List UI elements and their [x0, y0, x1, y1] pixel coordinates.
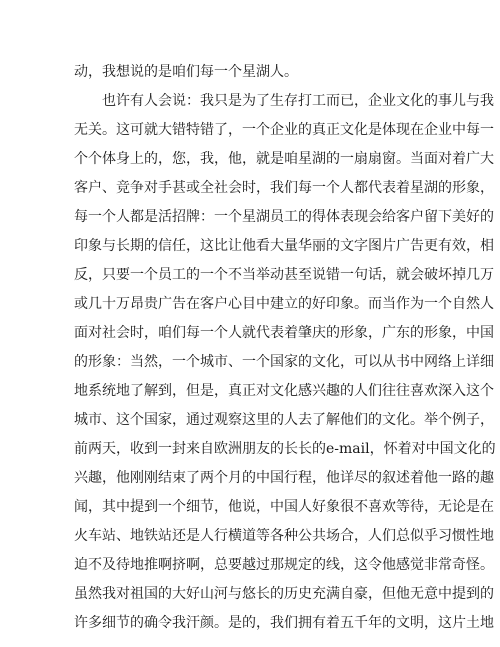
text-line: 的形象：当然，一个城市、一个国家的文化，可以从书中网络上详细 [74, 354, 494, 370]
text-line: 印象与长期的信任，这比让他看大量华丽的文字图片广告更有效，相 [74, 238, 494, 254]
text-line: 许多细节的确令我汗颜。是的，我们拥有着五千年的文明，这片土地 [74, 615, 494, 631]
text-line: 个个体身上的，您，我，他，就是咱星湖的一扇扇窗。当面对着广大 [74, 151, 494, 167]
text-line: 闻，其中提到一个细节，他说，中国人好象很不喜欢等待，无论是在 [74, 499, 494, 515]
text-line: 每一个人都是活招牌：一个星湖员工的得体表现会给客户留下美好的 [74, 209, 494, 225]
text-line: 面对社会时，咱们每一个人就代表着肇庆的形象，广东的形象，中国 [74, 325, 494, 341]
text-line: 虽然我对祖国的大好山河与悠长的历史充满自豪，但他无意中提到的 [74, 586, 494, 602]
text-line: 地系统地了解到，但是，真正对文化感兴趣的人们往往喜欢深入这个 [74, 383, 494, 399]
text-line: 兴趣，他刚刚结束了两个月的中国行程，他详尽的叙述着他一路的趣 [74, 470, 494, 486]
text-line: 城市、这个国家，通过观察这里的人去了解他们的文化。举个例子， [74, 412, 494, 428]
text-line: 客户、竞争对手甚或全社会时，我们每一个人都代表着星湖的形象， [74, 180, 494, 196]
text-line: 或几十万昂贵广告在客户心目中建立的好印象。而当作为一个自然人 [74, 296, 494, 312]
text-line: 无关。这可就大错特错了，一个企业的真正文化是体现在企业中每一 [74, 122, 494, 138]
text-line: 迫不及待地推啊挤啊，总要越过那规定的线，这令他感觉非常奇怪。 [74, 557, 494, 573]
text-line: 火车站、地铁站还是人行横道等各种公共场合，人们总似乎习惯性地 [74, 528, 494, 544]
text-line: 反，只要一个员工的一个不当举动甚至说错一句话，就会破坏掉几万 [74, 267, 494, 283]
paragraph-start-line: 也许有人会说：我只是为了生存打工而已，企业文化的事儿与我 [102, 93, 494, 109]
text-line: 动，我想说的是咱们每一个星湖人。 [74, 64, 298, 80]
text-line: 前两天，收到一封来自欧洲朋友的长长的e-mail，怀着对中国文化的 [74, 441, 496, 457]
